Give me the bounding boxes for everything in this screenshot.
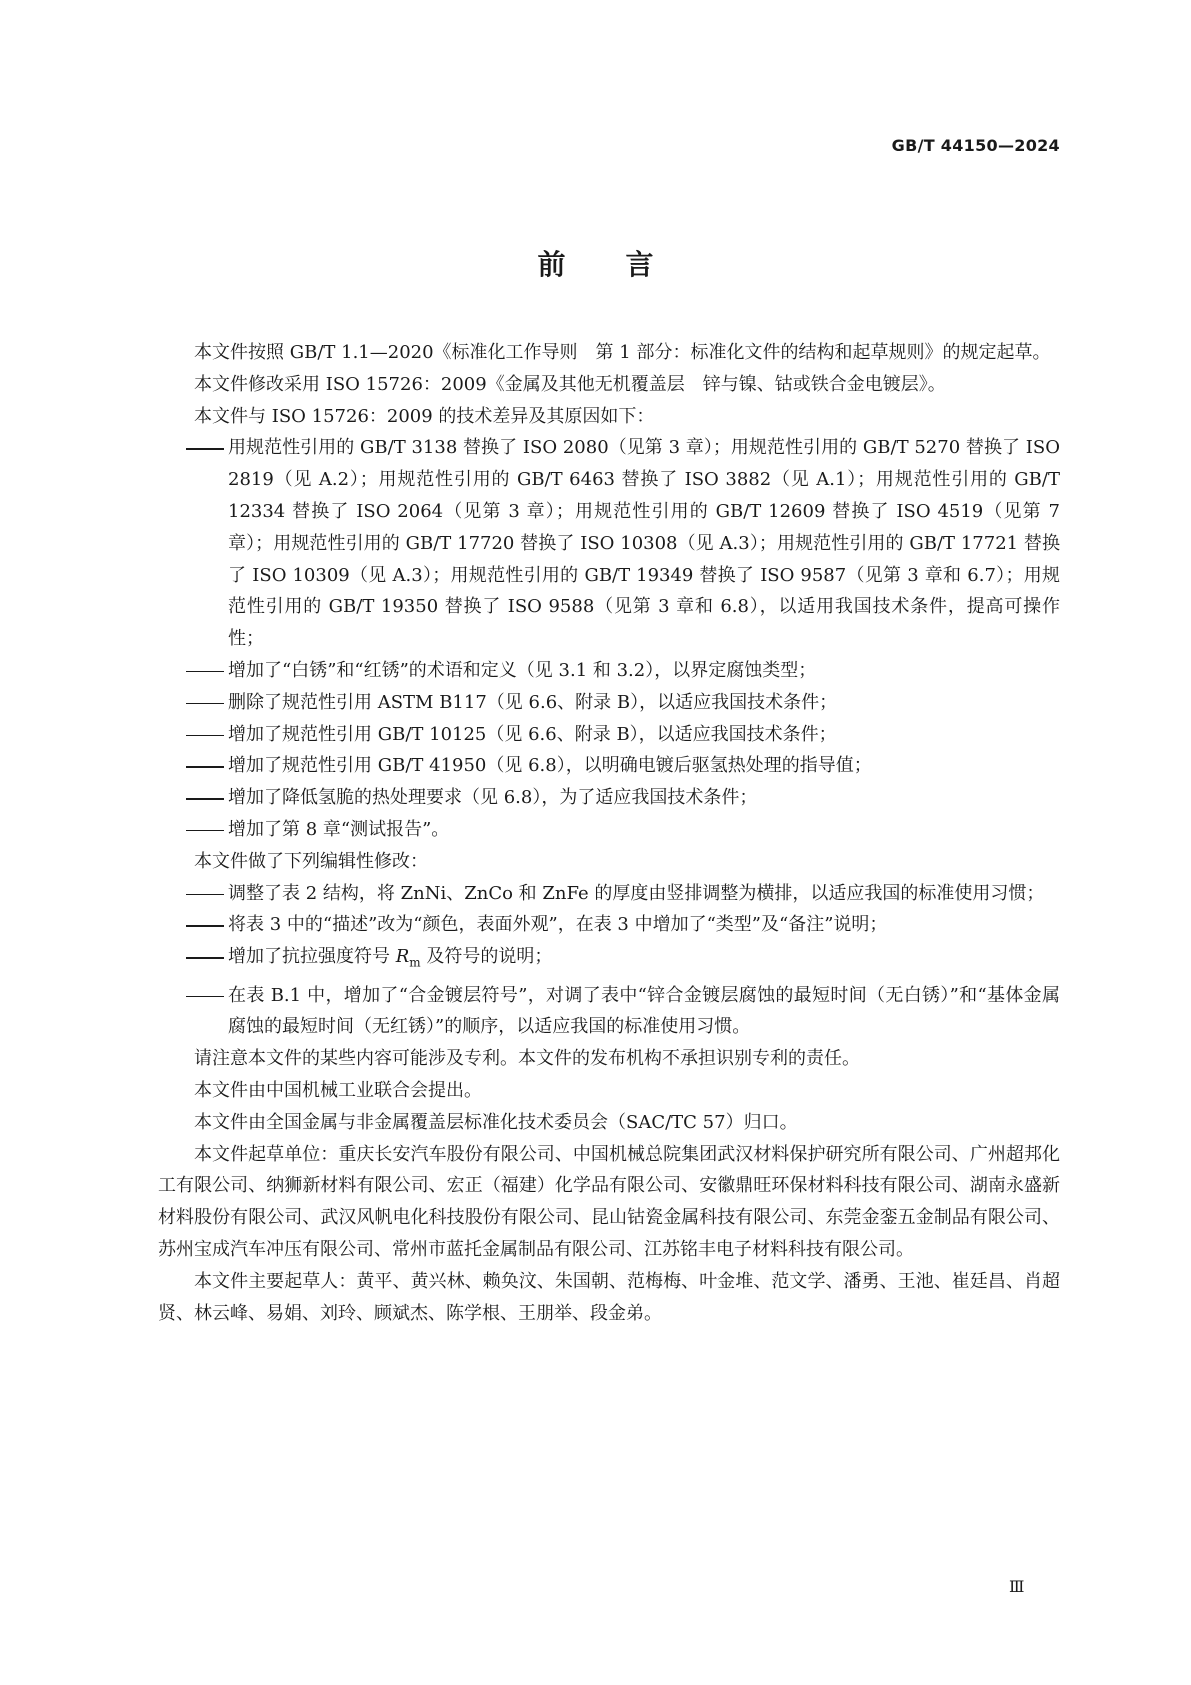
tensile-strength-symbol: $R_m$	[395, 946, 421, 970]
list-item: 增加了抗拉强度符号 $R_m$ 及符号的说明；	[158, 941, 1060, 979]
paragraph-drafting-rules: 本文件按照 GB/T 1.1—2020《标准化工作导则 第 1 部分：标准化文件的结构和起草规则》的规定起草。	[194, 342, 1051, 363]
foreword-body	[158, 337, 1060, 1329]
dash-bullet	[158, 687, 228, 719]
list-item: 增加了第 8 章“测试报告”。	[158, 814, 1060, 846]
dash-bullet	[158, 980, 228, 1044]
dash-bullet	[158, 814, 228, 846]
list-item: 在表 B.1 中，增加了“合金镀层符号”，对调了表中“锌合金镀层腐蚀的最短时间（无白锈）”和“基体金属腐蚀的最短时间（无红锈）”的顺序，以适应我国的标准使用习惯。	[158, 980, 1060, 1044]
list-item: 删除了规范性引用 ASTM B117（见 6.6、附录 B），以适应我国技术条件；	[158, 687, 1060, 719]
dash-bullet	[158, 750, 228, 782]
paragraph-under-jurisdiction: 本文件由全国金属与非金属覆盖层标准化技术委员会（SAC/TC 57）归口。	[194, 1111, 798, 1133]
list-item: 调整了表 2 结构，将 ZnNi、ZnCo 和 ZnFe 的厚度由竖排调整为横排，以适应我国的标准使用习惯；	[158, 878, 1060, 910]
paragraph-tech-diff-intro: 本文件与 ISO 15726：2009 的技术差异及其原因如下：	[194, 405, 655, 427]
list-item: 增加了规范性引用 GB/T 10125（见 6.6、附录 B），以适应我国技术条件；	[158, 719, 1060, 751]
paragraph-editorial-intro: 本文件做了下列编辑性修改：	[194, 850, 428, 872]
editorial-changes-list	[158, 878, 1060, 1044]
dash-bullet	[158, 782, 228, 814]
list-item: 用规范性引用的 GB/T 3138 替换了 ISO 2080（见第 3 章）；用规范性引用的 GB/T 5270 替换了 ISO 2819（见 A.2）；用规范性引用的 GB/T 6463 替换了 ISO 3882（见 A.1）；用规范性引用的 GB/T 12334 替换了 ISO 2064（见第 3 章）；用规范性引用的 GB/T 12609 替换了 ISO 4519（见第 7 章）；用规范性引用的 GB/T 17720 替换了 ISO 10308（见 A.3）；用规范性引用的 GB/T 17721 替换了 ISO 10309（见 A.3）；用规范性引用的 GB/T 19349 替换了 ISO 9587（见第 3 章和 6.7）；用规范性引用的 GB/T 19350 替换了 ISO 9588（见第 3 章和 6.8），以适用我国技术条件，提高可操作性；	[158, 432, 1060, 655]
tech-differences-list	[158, 432, 1060, 845]
dash-bullet	[158, 941, 228, 979]
dash-bullet	[158, 719, 228, 751]
list-item: 增加了降低氢脆的热处理要求（见 6.8），为了适应我国技术条件；	[158, 782, 1060, 814]
paragraph-drafting-units: 本文件起草单位：重庆长安汽车股份有限公司、中国机械总院集团武汉材料保护研究所有限公司、广州超邦化工有限公司、纳狮新材料有限公司、宏正（福建）化学品有限公司、安徽鼎旺环保材料科技有限公司、湖南永盛新材料股份有限公司、武汉风帆电化科技股份有限公司、昆山钴瓷金属科技有限公司、东莞金銮五金制品有限公司、苏州宝成汽车冲压有限公司、常州市蓝托金属制品有限公司、江苏铭丰电子材料科技有限公司。	[158, 1143, 1060, 1260]
dash-bullet	[158, 655, 228, 687]
list-item: 增加了规范性引用 GB/T 41950（见 6.8），以明确电镀后驱氢热处理的指导值；	[158, 750, 1060, 782]
dash-bullet	[158, 432, 228, 655]
paragraph-drafters: 本文件主要起草人：黄平、黄兴林、赖奂汶、朱国朝、范梅梅、叶金堆、范文学、潘勇、王池、崔廷昌、肖超贤、林云峰、易娟、刘玲、顾斌杰、陈学根、王朋举、段金弟。	[158, 1270, 1060, 1324]
page-number: Ⅲ	[1009, 1577, 1025, 1596]
dash-bullet	[158, 909, 228, 941]
paragraph-modified-adoption: 本文件修改采用 ISO 15726：2009《金属及其他无机覆盖层 锌与镍、钴或铁合金电镀层》。	[194, 373, 946, 395]
list-item: 增加了“白锈”和“红锈”的术语和定义（见 3.1 和 3.2），以界定腐蚀类型；	[158, 655, 1060, 687]
page-title: 前言	[537, 248, 714, 281]
list-item: 将表 3 中的“描述”改为“颜色，表面外观”，在表 3 中增加了“类型”及“备注”说明；	[158, 909, 1060, 941]
document-number: GB/T 44150—2024	[891, 136, 1060, 155]
paragraph-proposed-by: 本文件由中国机械工业联合会提出。	[194, 1079, 482, 1101]
dash-bullet	[158, 878, 228, 910]
paragraph-patent-notice: 请注意本文件的某些内容可能涉及专利。本文件的发布机构不承担识别专利的责任。	[194, 1048, 860, 1070]
